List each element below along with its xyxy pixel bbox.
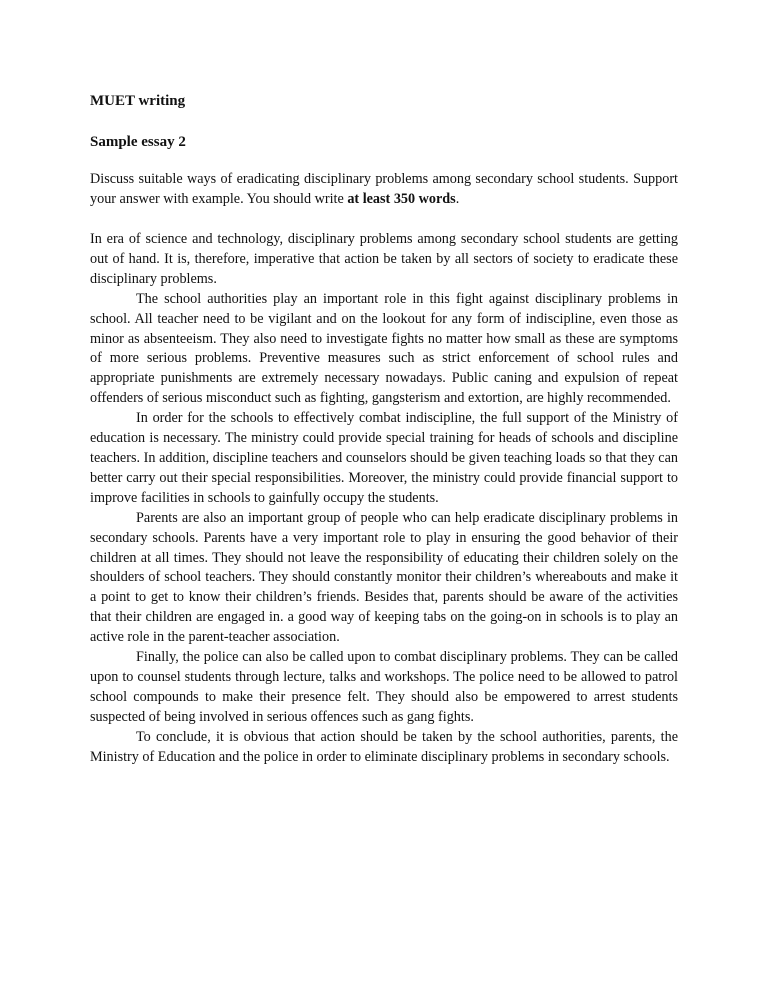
- essay-paragraph-parents: Parents are also an important group of people who can help eradicate disciplinary problems in secondary schools. Parents have a very important role to play in ensuring the good behavior of their children at all times. They should not leave the responsibility of educating their children solely on the shoulders of school teachers. They should constantly monitor their children’s whereabouts and make it a point to get to know their children’s friends. Besides that, parents should be aware of the activities that their children are engaged in. a good way of keeping tabs on the going-on in schools is to play an active role in the parent-teacher association.: [90, 509, 678, 646]
- essay-prompt: [90, 170, 678, 210]
- essay-paragraph-police: Finally, the police can also be called upon to combat disciplinary problems. They can be called upon to counsel students through lecture, talks and workshops. The police need to be allowed to patrol school compounds to make their presence felt. They should also be empowered to arrest students suspected of being involved in serious offences such as gang fights.: [90, 649, 678, 725]
- essay-paragraph-introduction: In era of science and technology, disciplinary problems among secondary school students are getting out of hand. It is, therefore, imperative that action be taken by all sectors of society to eradicate these disciplinary problems.: [90, 231, 678, 287]
- prompt-text: Discuss suitable ways of eradicating disciplinary problems among secondary school students. Support your answer with example. You should write: [90, 171, 678, 207]
- essay-paragraph-school-authorities: The school authorities play an important role in this fight against disciplinary problems in school. All teacher need to be vigilant and on the lookout for any form of indiscipline, even those as minor as absenteeism. They also need to investigate fights no matter how small as these are symptoms of more serious problems. Preventive measures such as strict enforcement of school rules and appropriate punishments are extremely necessary nowadays. Public caning and expulsion of repeat offenders of serious misconduct such as fighting, gangsterism and extortion, are highly recommended.: [90, 290, 678, 407]
- prompt-word-requirement: at least 350 words: [347, 190, 456, 207]
- essay-paragraph-conclusion: To conclude, it is obvious that action should be taken by the school authorities, parents, the Ministry of Education and the police in order to eliminate disciplinary problems in secondary schools.: [90, 728, 678, 765]
- essay-body: [90, 230, 678, 767]
- essay-paragraph-ministry: In order for the schools to effectively combat indiscipline, the full support of the Ministry of education is necessary. The ministry could provide special training for heads of schools and discipline teachers. In addition, discipline teachers and counselors should be given teaching loads so that they can better carry out their special responsibilities. Moreover, the ministry could provide financial support to improve facilities in schools to gainfully occupy the students.: [90, 410, 678, 506]
- essay-subheading: Sample essay 2: [90, 134, 186, 150]
- document-heading: MUET writing: [90, 93, 186, 109]
- prompt-end: .: [455, 190, 460, 207]
